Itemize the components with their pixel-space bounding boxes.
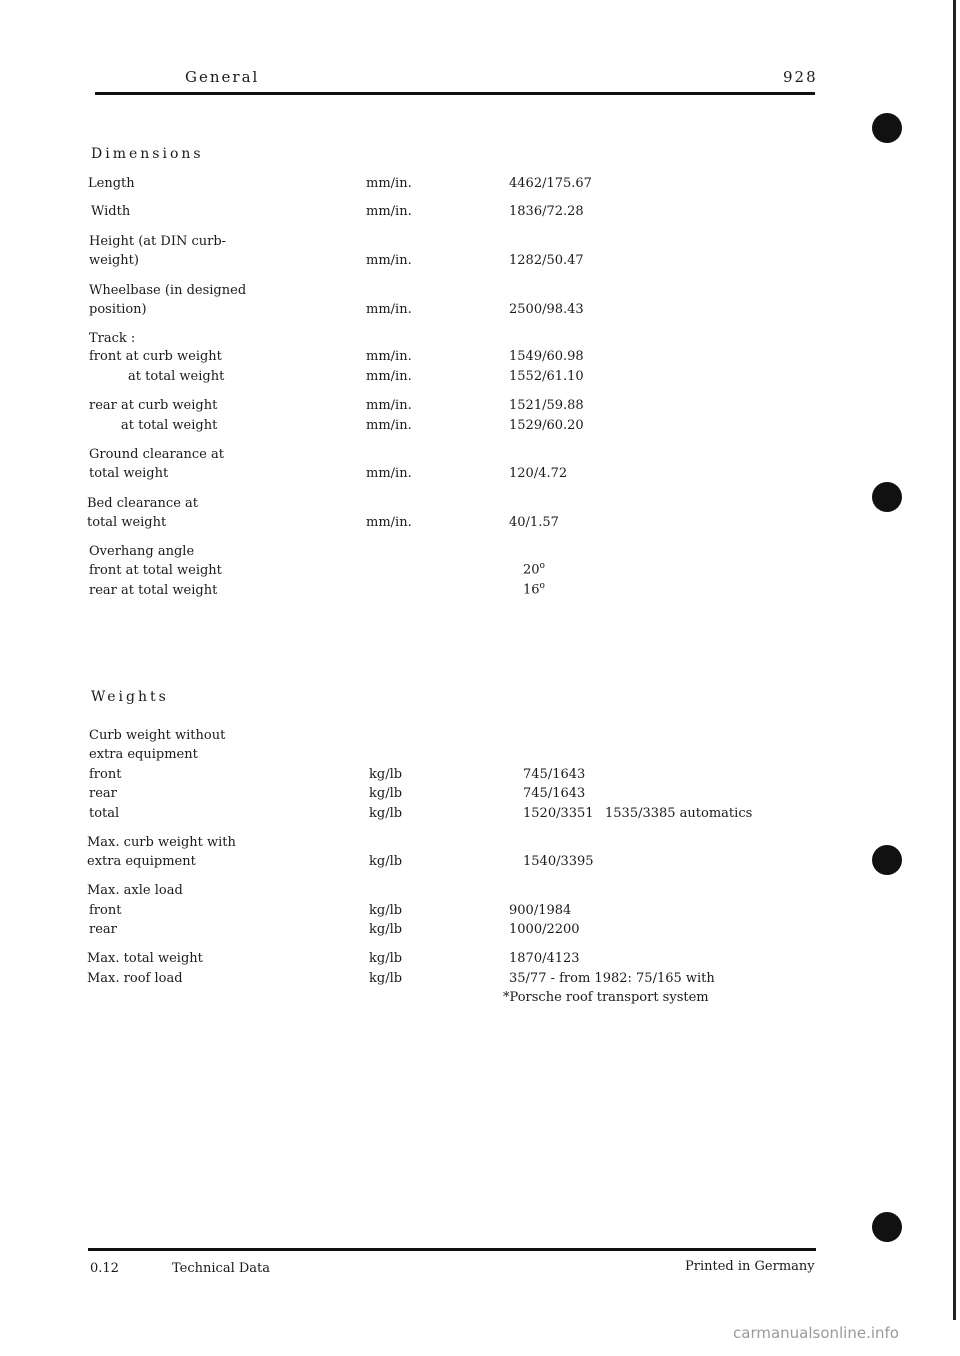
footer-rule: [88, 1248, 816, 1251]
unit-max-roof-load: kg/lb: [369, 971, 403, 986]
value-track-front-curb: 1549/60.98: [509, 349, 584, 364]
unit-track-rear-curb: mm/in.: [366, 398, 412, 413]
value-track-front-total: 1552/61.10: [509, 369, 584, 384]
value-curb-rear: 745/1643: [523, 786, 586, 801]
label-max-curb-line2: extra equipment: [87, 854, 196, 869]
value-bed-clearance: 40/1.57: [509, 515, 559, 530]
label-track: Track :: [89, 331, 136, 346]
unit-ground-clearance: mm/in.: [366, 466, 412, 481]
value-max-curb: 1540/3395: [523, 854, 594, 869]
unit-curb-front: kg/lb: [369, 767, 403, 782]
label-curb-total: total: [89, 806, 120, 821]
punch-hole: [872, 1212, 902, 1242]
label-max-curb-line1: Max. curb weight with: [87, 835, 236, 850]
label-width: Width: [91, 204, 131, 219]
label-max-total-weight: Max. total weight: [87, 951, 203, 966]
punch-hole: [872, 113, 902, 143]
punch-hole: [872, 482, 902, 512]
label-max-roof-load: Max. roof load: [87, 971, 183, 986]
footer-section-title: Technical Data: [172, 1261, 271, 1276]
label-track-rear-curb: rear at curb weight: [89, 398, 218, 413]
note-roof-transport: *Porsche roof transport system: [503, 990, 709, 1005]
value-track-rear-curb: 1521/59.88: [509, 398, 584, 413]
value-max-total-weight: 1870/4123: [509, 951, 580, 966]
label-bed-clearance-line2: total weight: [87, 515, 167, 530]
header-section-title: General: [185, 68, 260, 86]
header-model-number: 928: [783, 68, 818, 86]
label-curb-front: front: [89, 767, 122, 782]
page-edge-line: [953, 0, 956, 1320]
unit-width: mm/in.: [366, 204, 412, 219]
unit-length: mm/in.: [366, 176, 412, 191]
weights-heading: Weights: [91, 689, 169, 705]
label-overhang-rear: rear at total weight: [89, 583, 218, 598]
label-curb-weight-line2: extra equipment: [89, 747, 198, 762]
label-ground-clearance-line2: total weight: [89, 466, 169, 481]
label-track-front-curb: front at curb weight: [89, 349, 222, 364]
label-wheelbase-line2: position): [89, 302, 147, 317]
unit-curb-total: kg/lb: [369, 806, 403, 821]
value-track-rear-total: 1529/60.20: [509, 418, 584, 433]
label-overhang-angle: Overhang angle: [89, 544, 195, 559]
unit-bed-clearance: mm/in.: [366, 515, 412, 530]
unit-axle-rear: kg/lb: [369, 922, 403, 937]
unit-max-curb: kg/lb: [369, 854, 403, 869]
value-height: 1282/50.47: [509, 253, 584, 268]
value-overhang-front: 20$^o$: [523, 561, 545, 578]
label-max-axle-load: Max. axle load: [87, 883, 183, 898]
punch-hole: [872, 845, 902, 875]
unit-height: mm/in.: [366, 253, 412, 268]
unit-track-rear-total: mm/in.: [366, 418, 412, 433]
dimensions-heading: Dimensions: [91, 146, 204, 162]
value-overhang-rear: 16$^o$: [523, 581, 545, 598]
value-curb-total: 1520/3351: [523, 806, 594, 821]
unit-wheelbase: mm/in.: [366, 302, 412, 317]
value-curb-front: 745/1643: [523, 767, 586, 782]
value-axle-front: 900/1984: [509, 903, 572, 918]
value-axle-rear: 1000/2200: [509, 922, 580, 937]
label-track-front-total: at total weight: [128, 369, 225, 384]
label-length: Length: [88, 176, 135, 191]
unit-max-total-weight: kg/lb: [369, 951, 403, 966]
label-axle-rear: rear: [89, 922, 117, 937]
label-track-rear-total: at total weight: [121, 418, 218, 433]
unit-curb-rear: kg/lb: [369, 786, 403, 801]
footer-page-number: 0.12: [90, 1261, 119, 1276]
label-axle-front: front: [89, 903, 122, 918]
unit-axle-front: kg/lb: [369, 903, 403, 918]
value-max-roof-load: 35/77 - from 1982: 75/165 with: [509, 971, 715, 986]
label-bed-clearance-line1: Bed clearance at: [87, 496, 199, 511]
footer-printed-in-germany: Printed in Germany: [685, 1259, 815, 1274]
label-ground-clearance-line1: Ground clearance at: [89, 447, 224, 462]
value-ground-clearance: 120/4.72: [509, 466, 568, 481]
unit-track-front-total: mm/in.: [366, 369, 412, 384]
watermark: carmanualsonline.info: [733, 1324, 899, 1342]
value-curb-total-automatics: 1535/3385 automatics: [605, 806, 753, 821]
unit-track-front-curb: mm/in.: [366, 349, 412, 364]
label-height-line2: weight): [89, 253, 139, 268]
label-curb-weight-line1: Curb weight without: [89, 728, 226, 743]
value-wheelbase: 2500/98.43: [509, 302, 584, 317]
label-curb-rear: rear: [89, 786, 117, 801]
value-width: 1836/72.28: [509, 204, 584, 219]
header-rule: [95, 92, 815, 95]
label-height-line1: Height (at DIN curb-: [89, 234, 227, 249]
label-overhang-front: front at total weight: [89, 563, 222, 578]
value-length: 4462/175.67: [509, 176, 592, 191]
label-wheelbase-line1: Wheelbase (in designed: [89, 283, 247, 298]
